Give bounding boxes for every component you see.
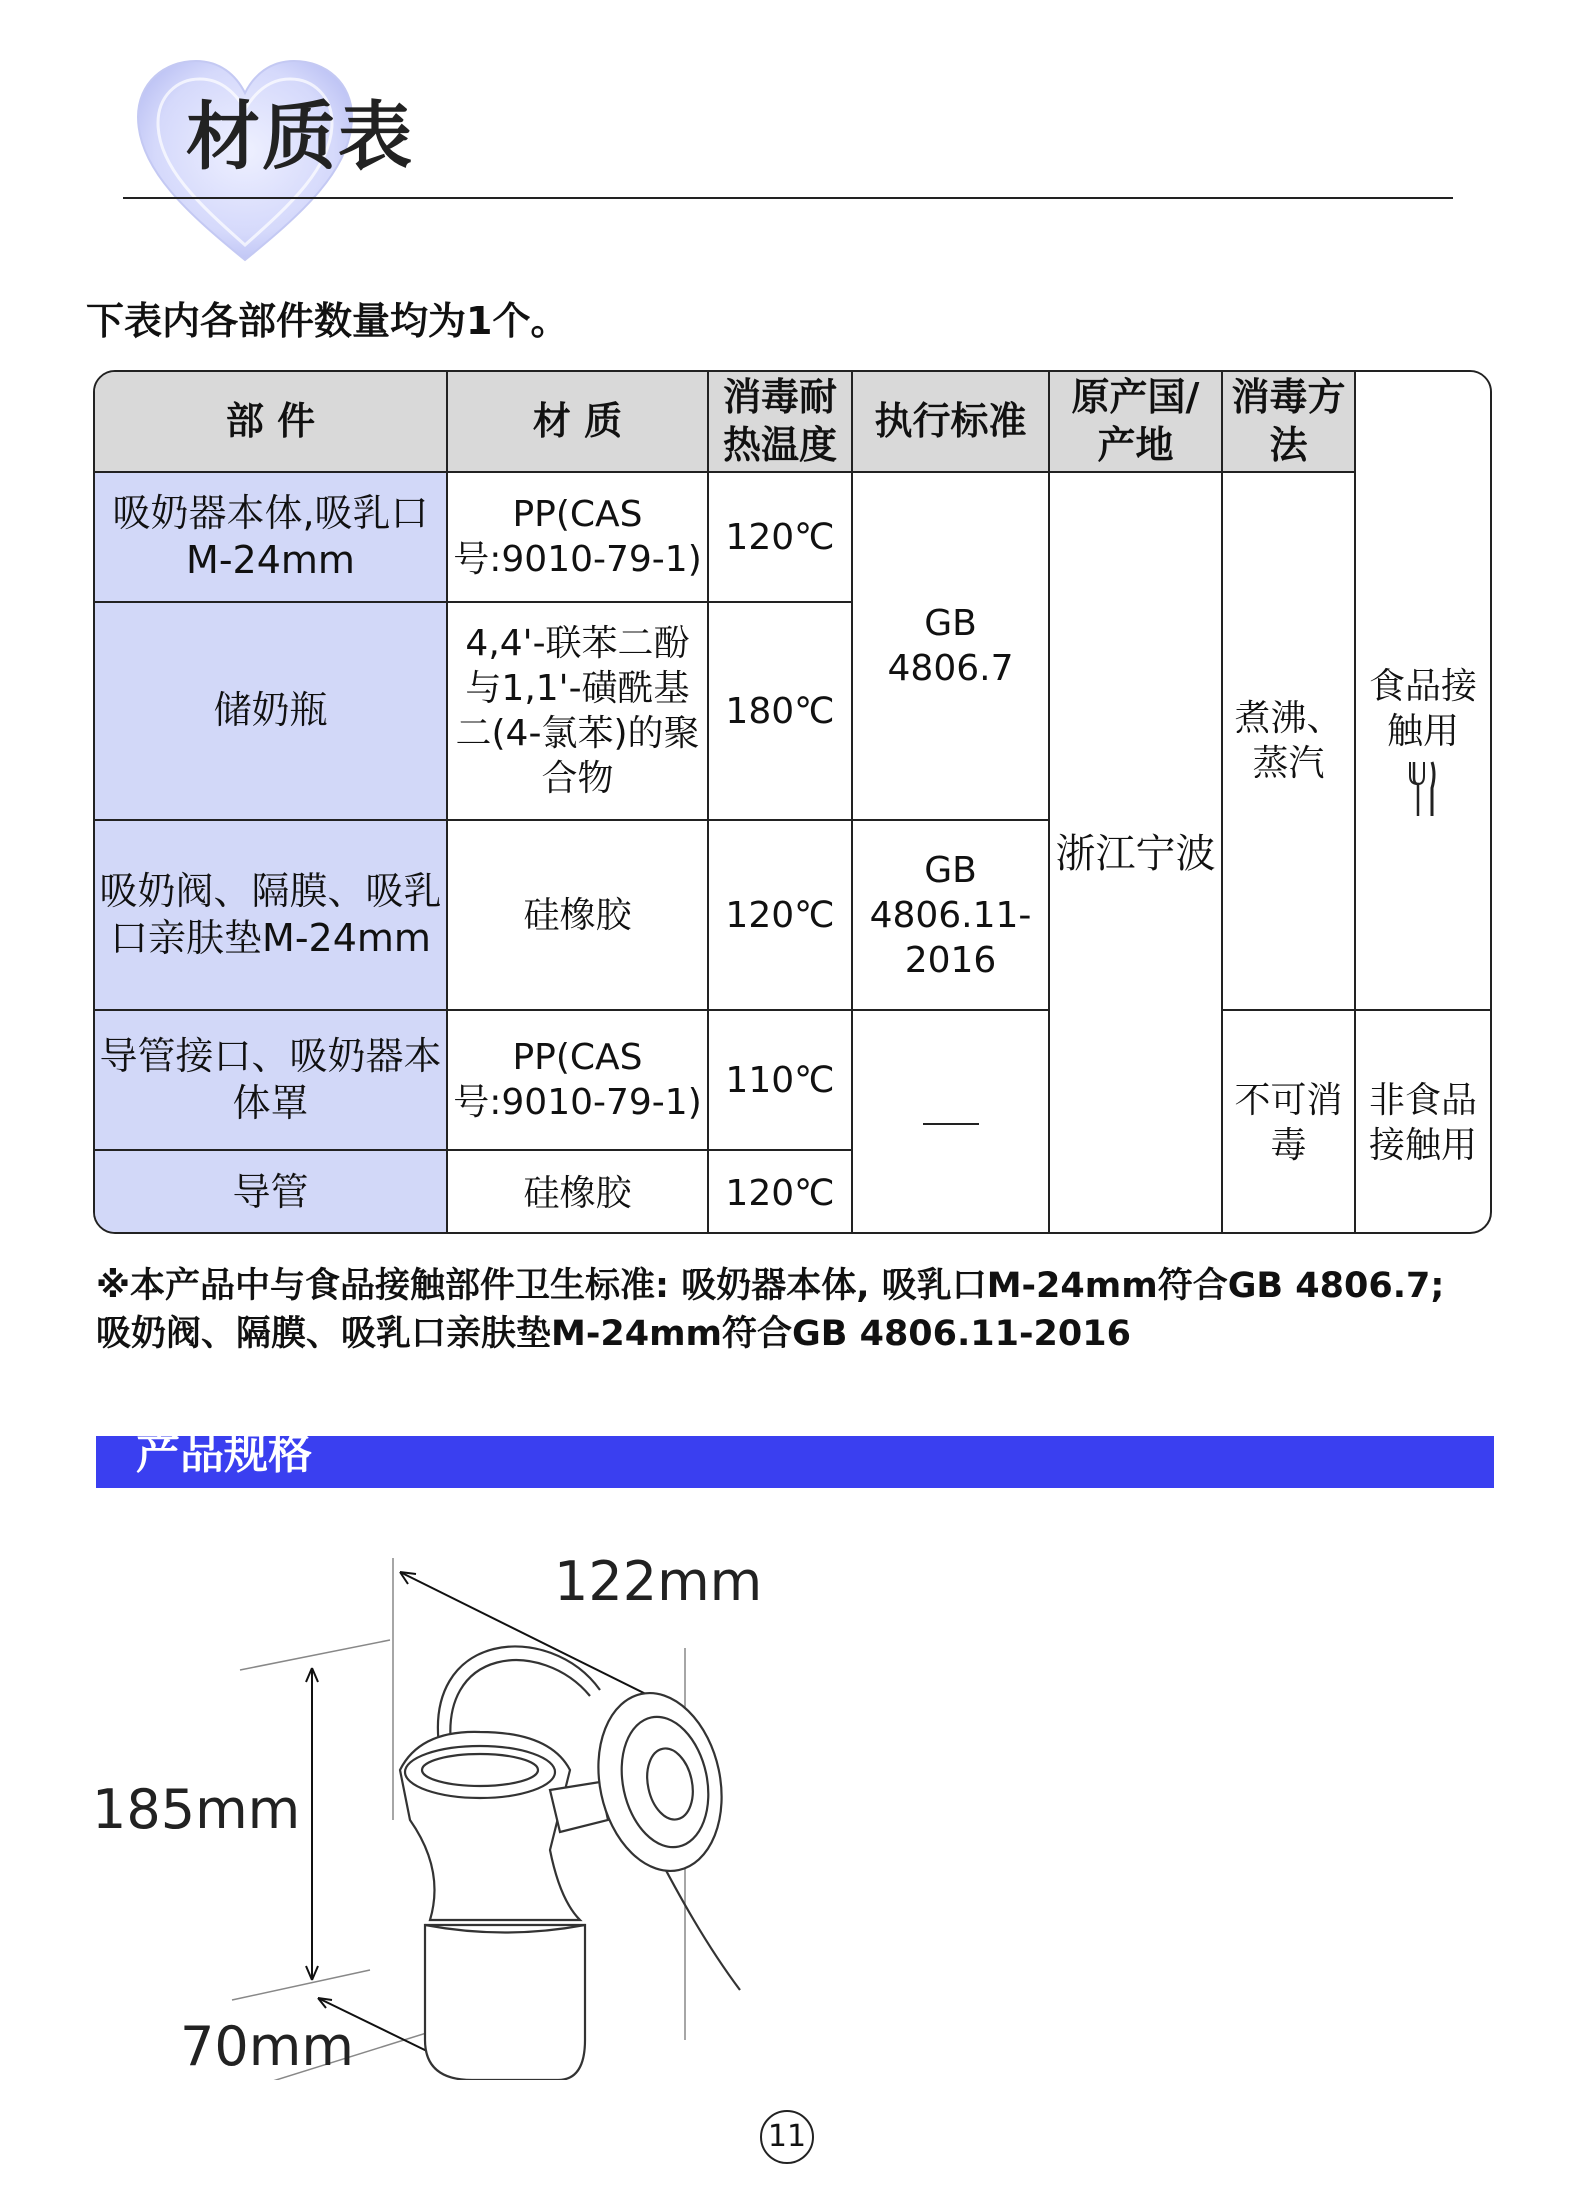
- table-cell-part: 吸奶器本体,吸乳口M-24mm: [95, 472, 447, 602]
- header-temperature: 消毒耐热温度: [708, 372, 852, 472]
- page-title: 材质表: [186, 94, 414, 180]
- title-divider: [123, 197, 1453, 199]
- origin-text: 浙江宁波: [1055, 830, 1216, 877]
- fork-knife-icon: [1408, 760, 1438, 818]
- depth-label: 70mm: [180, 2015, 354, 2078]
- materials-table: [93, 370, 1492, 1234]
- table-cell-non-food-contact: 非食品接触用: [1355, 1010, 1490, 1234]
- table-cell-material: PP(CAS号:9010-79-1): [447, 1010, 708, 1150]
- table-cell-standard: GB 4806.11-2016: [852, 820, 1049, 1010]
- height-label: 185mm: [92, 1778, 301, 1841]
- quantity-note: 下表内各部件数量均为1个。: [86, 299, 569, 343]
- header-material: 材 质: [447, 372, 708, 472]
- food-contact-text: 食品接触用: [1368, 665, 1477, 752]
- table-cell-part: 储奶瓶: [95, 602, 447, 820]
- header-origin: 原产国/产地: [1049, 372, 1222, 472]
- header-method: 消毒方法: [1222, 372, 1355, 472]
- table-cell-food-contact: [1355, 472, 1490, 1010]
- header-part: 部 件: [95, 372, 447, 472]
- spec-section-bar: [96, 1428, 1494, 1488]
- table-cell-temperature: 120℃: [708, 472, 852, 602]
- width-label: 122mm: [554, 1550, 763, 1613]
- footnote-line: ※本产品中与食品接触部件卫生标准: 吸奶器本体, 吸乳口M-24mm符合GB 4806.7;: [96, 1266, 1445, 1306]
- table-cell-method: 煮沸、蒸汽: [1222, 472, 1355, 1010]
- table-cell-part: 吸奶阀、隔膜、吸乳口亲肤垫M-24mm: [95, 820, 447, 1010]
- table-cell-temperature: 110℃: [708, 1010, 852, 1150]
- table-cell-temperature: 180℃: [708, 602, 852, 820]
- table-cell-material: PP(CAS号:9010-79-1): [447, 472, 708, 602]
- table-cell-method: 不可消毒: [1222, 1010, 1355, 1234]
- header-standard: 执行标准: [852, 372, 1049, 472]
- hygiene-footnote: [96, 1262, 1516, 1359]
- empty-dash: [923, 1123, 979, 1125]
- product-dimension-diagram: [80, 1520, 800, 2080]
- table-cell-temperature: 120℃: [708, 820, 852, 1010]
- table-cell-standard: GB 4806.7: [852, 472, 1049, 820]
- table-cell-material: 4,4'-联苯二酚与1,1'-磺酰基二(4-氯苯)的聚合物: [447, 602, 708, 820]
- table-cell-material: 硅橡胶: [447, 1150, 708, 1234]
- table-cell-part: 导管: [95, 1150, 447, 1234]
- table-cell-part: 导管接口、吸奶器本体罩: [95, 1010, 447, 1150]
- header-usage: [1355, 372, 1490, 472]
- spec-section-title: 产品规格: [136, 1428, 312, 1479]
- table-cell-standard-none: [852, 1010, 1049, 1234]
- footnote-line: 吸奶阀、隔膜、吸乳口亲肤垫M-24mm符合GB 4806.11-2016: [96, 1314, 1131, 1355]
- table-cell-temperature: 120℃: [708, 1150, 852, 1234]
- table-cell-material: 硅橡胶: [447, 820, 708, 1010]
- table-cell-origin: [1049, 472, 1222, 1234]
- page-number: 11: [760, 2110, 814, 2164]
